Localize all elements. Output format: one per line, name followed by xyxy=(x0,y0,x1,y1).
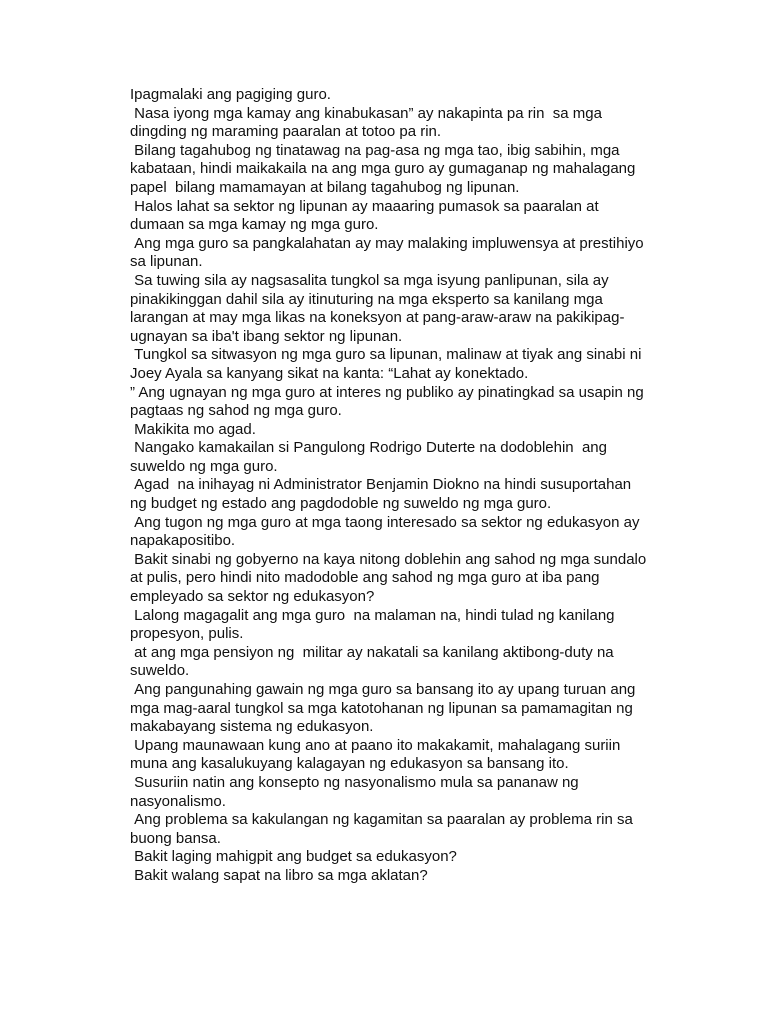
paragraph-4: Halos lahat sa sektor ng lipunan ay maaaring pumasok sa paaralan at dumaan sa mga kamay ng mga guro. xyxy=(130,197,603,234)
paragraph-20: Bakit laging mahigpit ang budget sa edukasyon? xyxy=(130,848,457,866)
paragraph-17: Upang maunawaan kung ano at paano ito makakamit, mahalagang suriin muna ang kasalukuyang kalagayan ng edukasyon sa bansang ito. xyxy=(130,736,625,773)
paragraph-19: Ang problema sa kakulangan ng kagamitan sa paaralan ay problema rin sa buong bansa. xyxy=(130,811,637,847)
paragraph-5: Ang mga guro sa pangkalahatan ay may malaking impluwensya at prestihiyo sa lipunan. xyxy=(130,234,648,271)
document-body xyxy=(130,86,650,886)
paragraph-2: Nasa iyong mga kamay ang kinabukasan” ay nakapinta pa rin sa mga dingding ng maraming paaralan at totoo pa rin. xyxy=(130,104,607,141)
paragraph-8: ” Ang ugnayan ng mga guro at interes ng publiko ay pinatingkad sa usapin ng pagtaas ng sahod ng mga guro. xyxy=(130,383,648,420)
paragraph-11: Agad na inihayag ni Administrator Benjamin Diokno na hindi susuportahan ng budget ng estado ang pagdodoble ng suweldo ng mga guro. xyxy=(130,476,636,513)
paragraph-15: at ang mga pensiyon ng militar ay nakatali sa kanilang aktibong-duty na suweldo. xyxy=(130,643,618,680)
paragraph-6: Sa tuwing sila ay nagsasalita tungkol sa mga isyung panlipunan, sila ay pinakikinggan dahil sila ay itinuturing na mga eksperto sa kanilang mga larangan at may mga likas na koneksyon at pang-araw-araw na pakikipag-ugnayan sa iba't ibang sektor ng lipunan. xyxy=(130,271,625,345)
paragraph-1: Ipagmalaki ang pagiging guro. xyxy=(130,86,331,103)
paragraph-7: Tungkol sa sitwasyon ng mga guro sa lipunan, malinaw at tiyak ang sinabi ni Joey Ayala sa kanyang sikat na kanta: “Lahat ay konektado. xyxy=(130,346,646,382)
paragraph-18: Susuriin natin ang konsepto ng nasyonalismo mula sa pananaw ng nasyonalismo. xyxy=(130,773,583,810)
paragraph-9: Makikita mo agad. xyxy=(130,420,256,438)
paragraph-12: Ang tugon ng mga guro at mga taong interesado sa sektor ng edukasyon ay napakapositibo. xyxy=(130,513,644,550)
paragraph-21: Bakit walang sapat na libro sa mga aklatan? xyxy=(130,866,428,884)
paragraph-3: Bilang tagahubog ng tinatawag na pag-asa ng mga tao, ibig sabihin, mga kabataan, hindi maikakaila na ang mga guro ay gumaganap ng mahalagang papel bilang mamamayan at bilang tagahubog ng lipunan. xyxy=(130,141,640,196)
paragraph-16: Ang pangunahing gawain ng mga guro sa bansang ito ay upang turuan ang mga mag-aaral tungkol sa mga katotohanan ng lipunan sa pamamagitan ng makabayang sistema ng edukasyon. xyxy=(130,681,642,736)
paragraph-10: Nangako kamakailan si Pangulong Rodrigo Duterte na dodoblehin ang suweldo ng mga guro. xyxy=(130,439,612,475)
paragraph-13: Bakit sinabi ng gobyerno na kaya nitong doblehin ang sahod ng mga sundalo at pulis, pero hindi nito madodoble ang sahod ng mga guro at iba pang empleyado sa sektor ng edukasyon? xyxy=(130,550,651,606)
paragraph-14: Lalong magagalit ang mga guro na malaman na, hindi tulad ng kanilang propesyon, pulis. xyxy=(130,606,619,643)
